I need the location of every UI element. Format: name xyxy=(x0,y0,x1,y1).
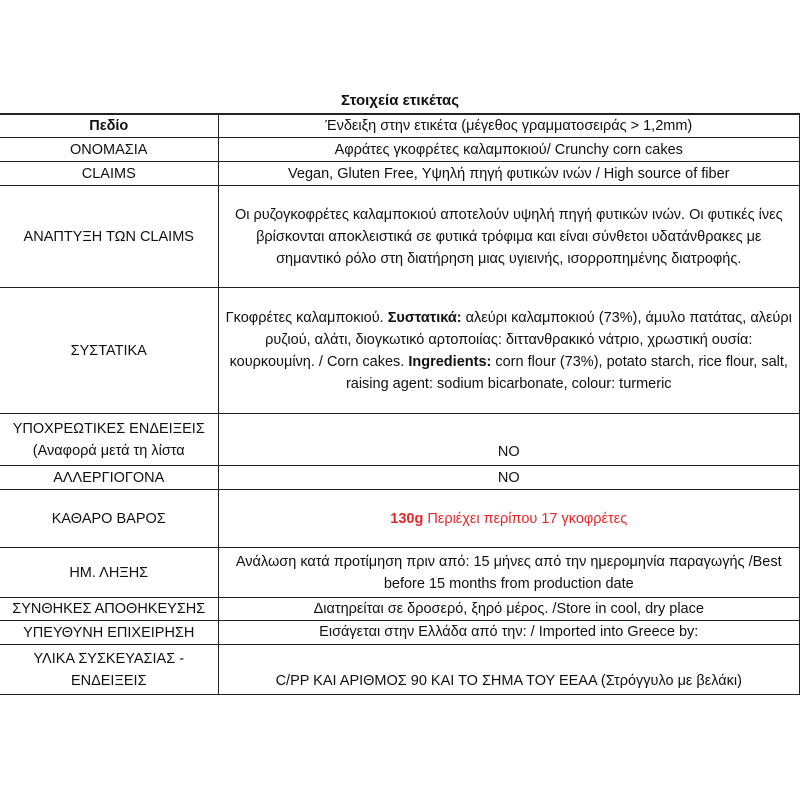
value-claims-development: Οι ρυζογκοφρέτες καλαμποκιού αποτελούν υψηλή πηγή φυτικών ινών. Οι φυτικές ίνες βρίσκονται αποκλειστικά σε φυτικά τρόφιμα και είναι σύνθετοι υδατάνθρακες με σημαντικό ρόλο στη διατήρηση μιας υγιεινής, ισορροπημένης διατροφής. xyxy=(218,186,800,288)
ingredients-list-en: corn flour (73%), potato starch, rice flour, salt, raising agent: sodium bicarbonate, colour: turmeric xyxy=(345,353,788,392)
header-field: Πεδίο xyxy=(0,115,218,138)
table-row-net-weight xyxy=(0,490,800,548)
field-mandatory: ΥΠΟΧΡΕΩΤΙΚΕΣ ΕΝΔΕΙΞΕΙΣ (Αναφορά μετά τη λίστα xyxy=(0,414,218,466)
field-claims-development: ΑΝΑΠΤΥΞΗ ΤΩΝ CLAIMS xyxy=(0,186,218,288)
table-row-expiry xyxy=(0,548,800,598)
table-row-company xyxy=(0,621,800,645)
label-table xyxy=(0,114,800,695)
field-allergens: ΑΛΛΕΡΓΙΟΓΟΝΑ xyxy=(0,466,218,490)
ingredients-list-gr: αλεύρι καλαμποκιού (73%), άμυλο πατάτας, αλεύρι ρυζιού, αλάτι, διογκωτικό αρτοποιίας: διττανθρακικό νάτριο, χρωστική ουσία: κουρκουμίνη. / Corn cakes. xyxy=(229,309,792,370)
value-allergens: NO xyxy=(218,466,800,490)
field-company: ΥΠΕΥΘΥΝΗ ΕΠΙΧΕΙΡΗΣΗ xyxy=(0,621,218,645)
table-row-allergens xyxy=(0,466,800,490)
net-weight-amount: 130g xyxy=(390,510,424,527)
value-packaging: C/PP ΚΑΙ ΑΡΙΘΜΟΣ 90 ΚΑΙ ΤΟ ΣΗΜΑ ΤΟΥ ΕΕΑΑ (Στρόγγυλο με βελάκι) xyxy=(218,645,800,695)
document-title: Στοιχεία ετικέτας xyxy=(0,88,800,114)
table-row-name xyxy=(0,138,800,162)
field-net-weight: ΚΑΘΑΡΟ ΒΑΡΟΣ xyxy=(0,490,218,548)
value-name: Αφράτες γκοφρέτες καλαμποκιού/ Crunchy corn cakes xyxy=(218,138,800,162)
ingredients-label-gr: Συστατικά: xyxy=(387,309,462,326)
ingredients-label-en: Ingredients: xyxy=(408,353,492,370)
table-row-claims xyxy=(0,162,800,186)
value-net-weight xyxy=(218,490,800,548)
field-storage: ΣΥΝΘΗΚΕΣ ΑΠΟΘΗΚΕΥΣΗΣ xyxy=(0,598,218,621)
field-name: ΟΝΟΜΑΣΙΑ xyxy=(0,138,218,162)
value-storage: Διατηρείται σε δροσερό, ξηρό μέρος. /Store in cool, dry place xyxy=(218,598,800,621)
net-weight-note: Περιέχει περίπου 17 γκοφρέτες xyxy=(423,510,628,527)
table-row-claims-development xyxy=(0,186,800,288)
table-row-packaging xyxy=(0,645,800,695)
ingredients-intro-gr: Γκοφρέτες καλαμποκιού. xyxy=(225,309,388,326)
field-packaging: ΥΛΙΚΑ ΣΥΣΚΕΥΑΣΙΑΣ - ΕΝΔΕΙΞΕΙΣ xyxy=(0,645,218,695)
value-ingredients xyxy=(218,288,800,414)
field-ingredients: ΣΥΣΤΑΤΙΚΑ xyxy=(0,288,218,414)
value-company: Εισάγεται στην Ελλάδα από την: / Imported into Greece by: xyxy=(218,621,800,645)
field-expiry: ΗΜ. ΛΗΞΗΣ xyxy=(0,548,218,598)
table-header-row xyxy=(0,115,800,138)
value-expiry: Ανάλωση κατά προτίμηση πριν από: 15 μήνες από την ημερομηνία παραγωγής /Best before 15 months from production date xyxy=(218,548,800,598)
table-row-ingredients xyxy=(0,288,800,414)
value-claims: Vegan, Gluten Free, Υψηλή πηγή φυτικών ινών / High source of fiber xyxy=(218,162,800,186)
table-row-mandatory xyxy=(0,414,800,466)
label-document xyxy=(0,88,800,695)
field-claims: CLAIMS xyxy=(0,162,218,186)
table-row-storage xyxy=(0,598,800,621)
value-mandatory: NO xyxy=(218,414,800,466)
header-value: Ένδειξη στην ετικέτα (μέγεθος γραμματοσειράς > 1,2mm) xyxy=(218,115,800,138)
